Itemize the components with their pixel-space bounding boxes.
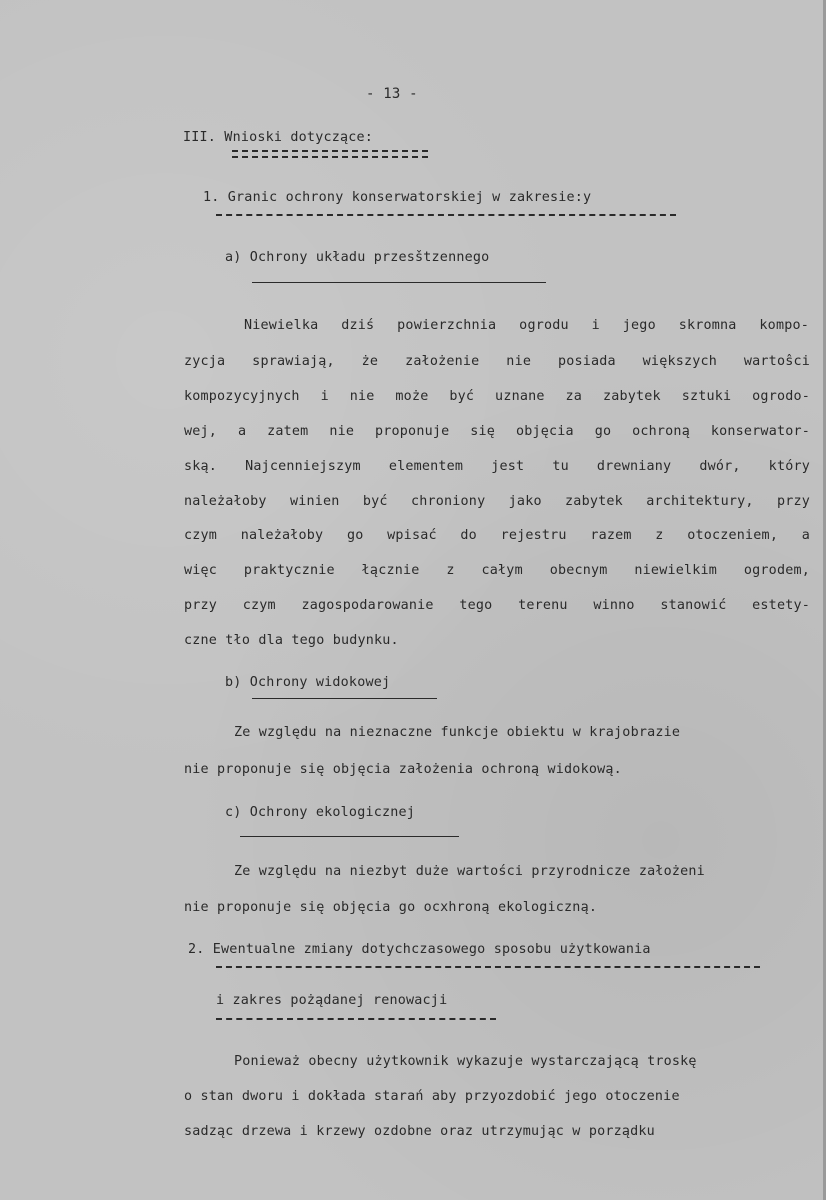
paragraph-line: nie proponuje się objęcia go ocxhroną ekologiczną.: [184, 900, 598, 915]
paragraph-line: czym należałoby go wpisać do rejestru razem z otoczeniem, a: [184, 528, 810, 543]
paragraph-line: więc praktycznie łącznie z całym obecnym niewielkim ogrodem,: [184, 563, 810, 578]
section-1-underline: [216, 214, 676, 216]
page-number: - 13 -: [366, 86, 418, 102]
subsection-b-underline: [252, 698, 437, 699]
subsection-b-title: b) Ochrony widokowej: [225, 675, 391, 690]
subsection-a-underline: [252, 282, 546, 283]
subsection-c-underline: [240, 836, 459, 837]
paragraph-line: należałoby winien być chroniony jako zabytek architektury, przy: [184, 494, 810, 509]
section-2-title-line-2: i zakres pożądanej renowacji: [216, 993, 448, 1008]
heading-double-underline: [232, 150, 428, 158]
paragraph-line: sadząc drzewa i krzewy ozdobne oraz utrzymując w porządku: [184, 1124, 655, 1139]
paragraph-line: Niewielka dziś powierzchnia ogrodu i jego skromna kompo-: [244, 318, 809, 333]
paragraph-line: przy czym zagospodarowanie tego terenu winno stanowić estety-: [184, 598, 810, 613]
section-1-title: 1. Granic ochrony konserwatorskiej w zakresie:y: [203, 190, 592, 205]
paragraph-line: zycja sprawiają, że założenie nie posiada większych wartoŝci: [184, 354, 810, 369]
paragraph-line: czne tło dla tego budynku.: [184, 633, 399, 648]
subsection-c-title: c) Ochrony ekologicznej: [225, 805, 416, 820]
paragraph-line: Ponieważ obecny użytkownik wykazuje wystarczającą troskę: [234, 1054, 697, 1069]
paragraph-line: o stan dworu i dokłada starań aby przyozdobić jego otoczenie: [184, 1089, 680, 1104]
paragraph-line: kompozycyjnych i nie może być uznane za zabytek sztuki ogrodo-: [184, 389, 810, 404]
section-2-underline-1: [216, 966, 760, 968]
paragraph-line: Ze względu na niezbyt duże wartości przyrodnicze założeni: [234, 864, 705, 879]
section-2-title-line-1: 2. Ewentualne zmiany dotychczasowego sposobu użytkowania: [188, 942, 651, 957]
paragraph-line: Ze względu na nieznaczne funkcje obiektu w krajobrazie: [234, 725, 681, 740]
section-2-underline-2: [216, 1018, 496, 1020]
paragraph-line: ską. Najcenniejszym elementem jest tu drewniany dwór, który: [184, 459, 810, 474]
paragraph-line: nie proponuje się objęcia założenia ochroną widokową.: [184, 762, 622, 777]
subsection-a-title: a) Ochrony układu przesštzennego: [225, 250, 490, 265]
section-heading: III. Wnioski dotyczące:: [183, 130, 374, 145]
paragraph-line: wej, a zatem nie proponuje się objęcia go ochroną konserwator-: [184, 424, 810, 439]
